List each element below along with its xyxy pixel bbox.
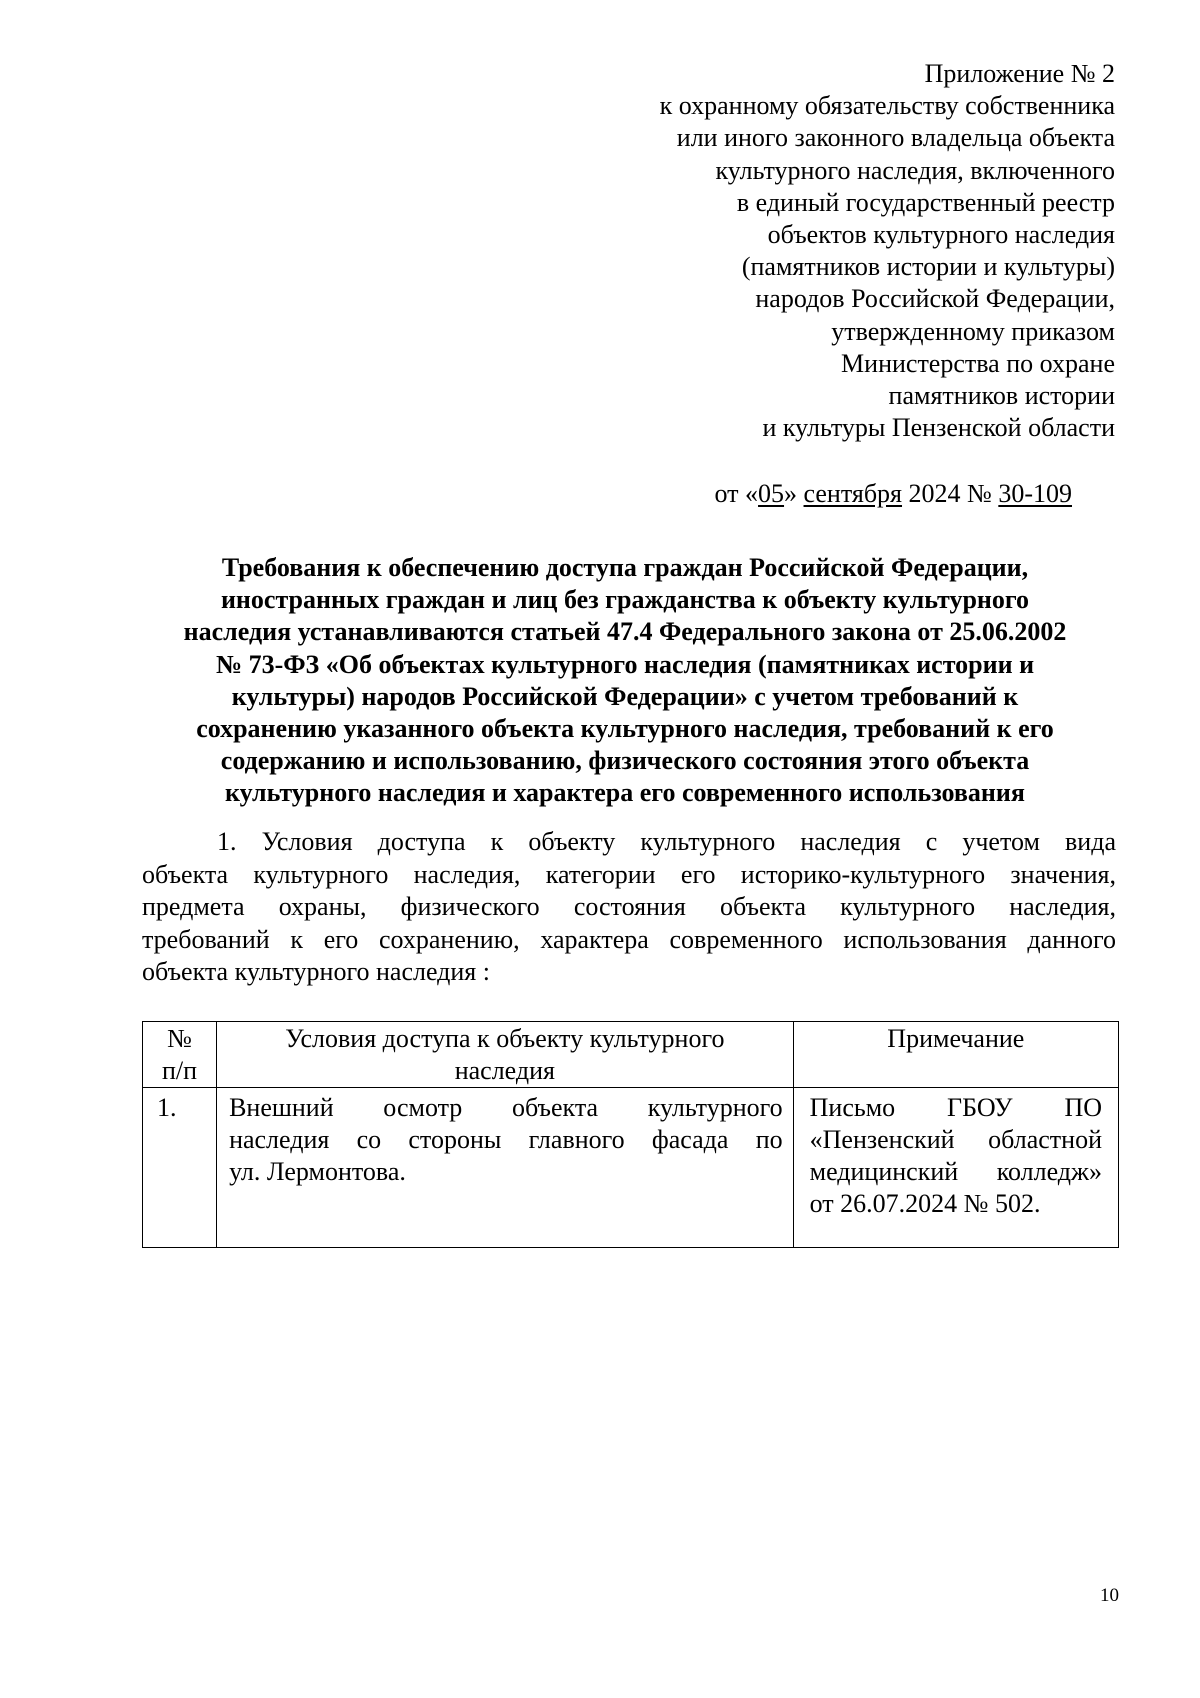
appendix-block <box>555 58 1115 444</box>
title-line: Требования к обеспечению доступа граждан Российской Федерации, <box>221 553 1029 582</box>
title-line: № 73-ФЗ «Об объектах культурного наследия (памятниках истории и <box>215 649 1035 679</box>
title-line: иностранных граждан и лиц без гражданства к объекту культурного <box>220 585 1030 615</box>
condition-line: наследия со стороны главного фасада по <box>229 1125 783 1154</box>
header-conditions-line: наследия <box>454 1056 555 1085</box>
header-conditions-line: Условия доступа к объекту культурного <box>285 1024 725 1053</box>
appendix-line: культурного наследия, включенного <box>715 155 1115 185</box>
paragraph-line: 1. Условия доступа к объекту культурного наследия с учетом вида <box>217 827 1116 856</box>
row-condition <box>217 1088 794 1248</box>
appendix-line: к охранному обязательству собственника <box>659 91 1115 121</box>
header-conditions <box>217 1022 794 1088</box>
document-title <box>130 552 1120 810</box>
row-note <box>793 1088 1118 1248</box>
body-paragraph <box>142 826 1116 989</box>
row-num <box>143 1088 217 1248</box>
date-day: 05 <box>758 479 785 508</box>
page-number: 10 <box>1100 1585 1119 1606</box>
appendix-line: объектов культурного наследия <box>767 220 1115 250</box>
appendix-line: Министерства по охране <box>841 348 1115 378</box>
appendix-line: народов Российской Федерации, <box>755 284 1115 314</box>
appendix-line: утвержденному приказом <box>831 316 1115 346</box>
header-num-line: № <box>167 1024 192 1053</box>
appendix-line: или иного законного владельца объекта <box>676 123 1115 153</box>
order-number: 30-109 <box>998 479 1072 508</box>
header-note <box>793 1022 1118 1088</box>
paragraph-line: предмета охраны, физического состояния объекта культурного наследия, <box>142 892 1116 921</box>
table-row <box>143 1088 1119 1248</box>
title-line: культуры) народов Российской Федерации» с учетом требований к <box>231 681 1019 711</box>
paragraph-line: требований к его сохранению, характера современного использования данного <box>142 924 1116 954</box>
header-num <box>143 1022 217 1088</box>
condition-line: Внешний осмотр объекта культурного <box>229 1093 783 1122</box>
table-header-row <box>143 1022 1119 1088</box>
note-line: Письмо ГБОУ ПО <box>809 1093 1102 1122</box>
order-date-line <box>715 478 1073 510</box>
appendix-line: Приложение № 2 <box>924 59 1115 88</box>
appendix-line: памятников истории <box>888 381 1115 411</box>
appendix-line: в единый государственный реестр <box>736 187 1115 217</box>
condition-line: ул. Лермонтова. <box>229 1157 406 1186</box>
appendix-line: и культуры Пензенской области <box>762 413 1115 443</box>
date-quote-close: » <box>784 479 804 508</box>
appendix-line: (памятников истории и культуры) <box>741 252 1115 282</box>
title-line: содержанию и использованию, физического состояния этого объекта <box>220 746 1030 776</box>
date-year: 2024 № <box>902 479 999 508</box>
note-line: «Пензенский областной <box>809 1125 1102 1154</box>
paragraph-line: объекта культурного наследия : <box>142 957 490 986</box>
date-month: сентября <box>803 479 903 508</box>
note-line: от 26.07.2024 № 502. <box>809 1189 1041 1218</box>
note-line: медицинский колледж» <box>809 1157 1102 1186</box>
header-num-line: п/п <box>162 1056 198 1085</box>
title-line: культурного наследия и характера его современного использования <box>225 778 1025 808</box>
title-line: сохранению указанного объекта культурного наследия, требований к его <box>196 714 1054 744</box>
paragraph-line: объекта культурного наследия, категории его историко-культурного значения, <box>142 859 1116 889</box>
row-num-text: 1. <box>157 1093 177 1122</box>
access-conditions-table <box>142 1021 1119 1248</box>
header-note-text: Примечание <box>887 1024 1025 1053</box>
date-prefix: от « <box>714 479 759 508</box>
title-line: наследия устанавливаются статьей 47.4 Федерального закона от 25.06.2002 <box>183 617 1067 647</box>
